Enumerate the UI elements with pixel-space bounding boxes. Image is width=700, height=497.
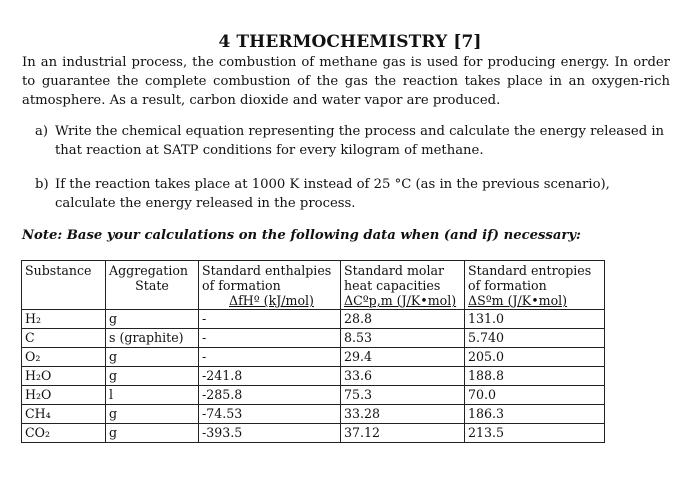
note: Note: Base your calculations on the following data when (and if) necessary: <box>22 228 581 243</box>
cell-entropy: 131.0 <box>465 310 605 329</box>
cell-heat-capacity: 28.8 <box>341 310 465 329</box>
table-row <box>22 424 605 443</box>
thermo-data-table <box>21 260 605 443</box>
header-text: of formation <box>468 278 547 293</box>
header-text: of formation <box>202 278 281 293</box>
cell-heat-capacity: 33.28 <box>341 405 465 424</box>
header-text: Substance <box>25 263 92 278</box>
cell-entropy: 213.5 <box>465 424 605 443</box>
cell-enthalpy: -241.8 <box>199 367 341 386</box>
cell-entropy: 70.0 <box>465 386 605 405</box>
header-text: ΔCºp,m (J/K•mol) <box>344 293 457 308</box>
header-text: Standard enthalpies <box>202 263 332 278</box>
table-row <box>22 386 605 405</box>
cell-substance: H₂O <box>22 367 106 386</box>
cell-substance: H₂ <box>22 310 106 329</box>
header-text: ΔSºm (J/K•mol) <box>468 293 568 308</box>
header-text: Standard entropies <box>468 263 592 278</box>
cell-enthalpy: - <box>199 329 341 348</box>
cell-substance: H₂O <box>22 386 106 405</box>
header-state <box>106 261 199 310</box>
cell-substance: C <box>22 329 106 348</box>
cell-substance: CO₂ <box>22 424 106 443</box>
cell-substance: CH₄ <box>22 405 106 424</box>
header-text: ΔfHº (kJ/mol) <box>229 293 314 308</box>
question-text: Write the chemical equation representing the process and calculate the energy released in that reaction at SATP conditions for every kilogram of methane. <box>55 124 665 158</box>
cell-heat-capacity: 8.53 <box>341 329 465 348</box>
cell-state: g <box>106 367 199 386</box>
cell-enthalpy: -74.53 <box>199 405 341 424</box>
cell-state: g <box>106 348 199 367</box>
cell-entropy: 5.740 <box>465 329 605 348</box>
header-text: heat capacities <box>344 278 441 293</box>
table-header-row <box>22 261 605 310</box>
cell-substance: O₂ <box>22 348 106 367</box>
cell-heat-capacity: 33.6 <box>341 367 465 386</box>
question-text: If the reaction takes place at 1000 K instead of 25 °C (as in the previous scenario), calculate the energy released in the process. <box>55 177 610 211</box>
table-row <box>22 348 605 367</box>
table-row <box>22 310 605 329</box>
cell-heat-capacity: 37.12 <box>341 424 465 443</box>
cell-heat-capacity: 75.3 <box>341 386 465 405</box>
cell-state: g <box>106 424 199 443</box>
header-text: Aggregation <box>109 263 189 278</box>
table-row <box>22 367 605 386</box>
cell-state: g <box>106 310 199 329</box>
table-row <box>22 405 605 424</box>
cell-entropy: 205.0 <box>465 348 605 367</box>
cell-enthalpy: - <box>199 348 341 367</box>
header-substance <box>22 261 106 310</box>
header-heat-capacity <box>341 261 465 310</box>
cell-heat-capacity: 29.4 <box>341 348 465 367</box>
header-text: State <box>135 278 169 293</box>
cell-enthalpy: - <box>199 310 341 329</box>
header-enthalpy <box>199 261 341 310</box>
cell-entropy: 186.3 <box>465 405 605 424</box>
intro-paragraph: In an industrial process, the combustion of methane gas is used for producing energy. In order to guarantee the complete combustion of the gas the reaction takes place in an oxygen-rich atmosphere. As a result, carbon dioxide and water vapor are produced. <box>22 55 670 108</box>
cell-enthalpy: -285.8 <box>199 386 341 405</box>
cell-entropy: 188.8 <box>465 367 605 386</box>
question-label: b) <box>35 177 49 192</box>
cell-enthalpy: -393.5 <box>199 424 341 443</box>
header-entropy <box>465 261 605 310</box>
table-row <box>22 329 605 348</box>
section-title: 4 THERMOCHEMISTRY [7] <box>218 32 482 52</box>
cell-state: l <box>106 386 199 405</box>
cell-state: g <box>106 405 199 424</box>
header-text: Standard molar <box>344 263 445 278</box>
cell-state: s (graphite) <box>106 329 199 348</box>
question-label: a) <box>35 124 49 139</box>
